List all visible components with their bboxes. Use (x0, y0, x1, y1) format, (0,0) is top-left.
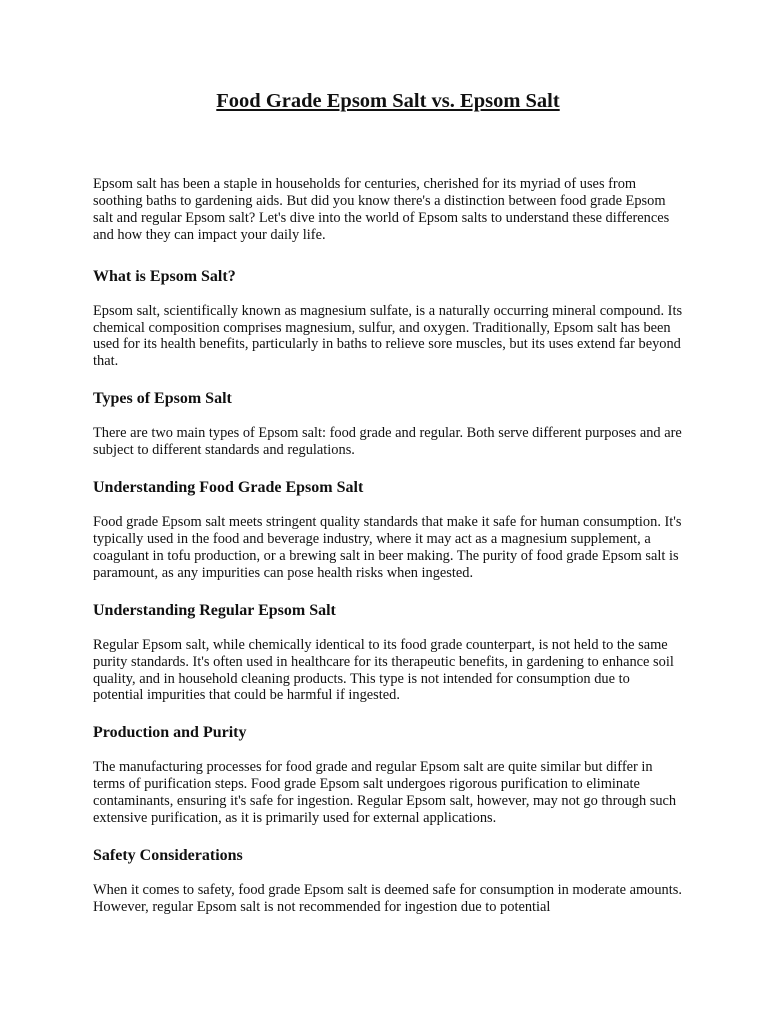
section-body-types: There are two main types of Epsom salt: food grade and regular. Both serve different purposes and are subject to different standards and regulations. (93, 425, 682, 459)
section-body-what-is: Epsom salt, scientifically known as magnesium sulfate, is a naturally occurring mineral compound. Its chemical composition comprises magnesium, sulfur, and oxygen. Traditionally, Epsom salt has been used for its health benefits, particularly in baths to relieve sore muscles, but its uses extend far beyond that. (93, 302, 683, 370)
section-heading-what-is: What is Epsom Salt? (93, 267, 236, 285)
page-title: Food Grade Epsom Salt vs. Epsom Salt (216, 90, 560, 112)
section-heading-production: Production and Purity (93, 724, 247, 742)
document-page (93, 86, 683, 935)
section-heading-regular: Understanding Regular Epsom Salt (93, 601, 336, 619)
section-heading-food-grade: Understanding Food Grade Epsom Salt (93, 479, 364, 497)
section-body-production: The manufacturing processes for food grade and regular Epsom salt are quite similar but differ in terms of purification steps. Food grade Epsom salt undergoes rigorous purification to eliminate contaminants, ensuring it's safe for ingestion. Regular Epsom salt, however, may not go through such extensive purification, as it is primarily used for external applications. (93, 759, 677, 827)
intro-paragraph: Epsom salt has been a staple in households for centuries, cherished for its myriad of uses from soothing baths to gardening aids. But did you know there's a distinction between food grade Epsom salt and regular Epsom salt? Let's dive into the world of Epsom salts to understand these differences and how they can impact your daily life. (93, 176, 670, 243)
section-heading-types: Types of Epsom Salt (93, 390, 232, 408)
section-body-regular: Regular Epsom salt, while chemically identical to its food grade counterpart, is not held to the same purity standards. It's often used in healthcare for its therapeutic benefits, in gardening to enhance soil quality, and in household cleaning products. This type is not intended for consumption due to potential impurities that could be harmful if ingested. (93, 636, 674, 704)
section-body-food-grade: Food grade Epsom salt meets stringent quality standards that make it safe for human consumption. It's typically used in the food and beverage industry, where it may act as a magnesium supplement, a coagulant in tofu production, or a brewing salt in beer making. The purity of food grade Epsom salt is paramount, as any impurities can pose health risks when ingested. (93, 514, 682, 581)
section-heading-safety: Safety Considerations (93, 846, 243, 864)
section-body-safety: When it comes to safety, food grade Epsom salt is deemed safe for consumption in moderate amounts. However, regular Epsom salt is not recommended for ingestion due to potential (93, 881, 682, 915)
